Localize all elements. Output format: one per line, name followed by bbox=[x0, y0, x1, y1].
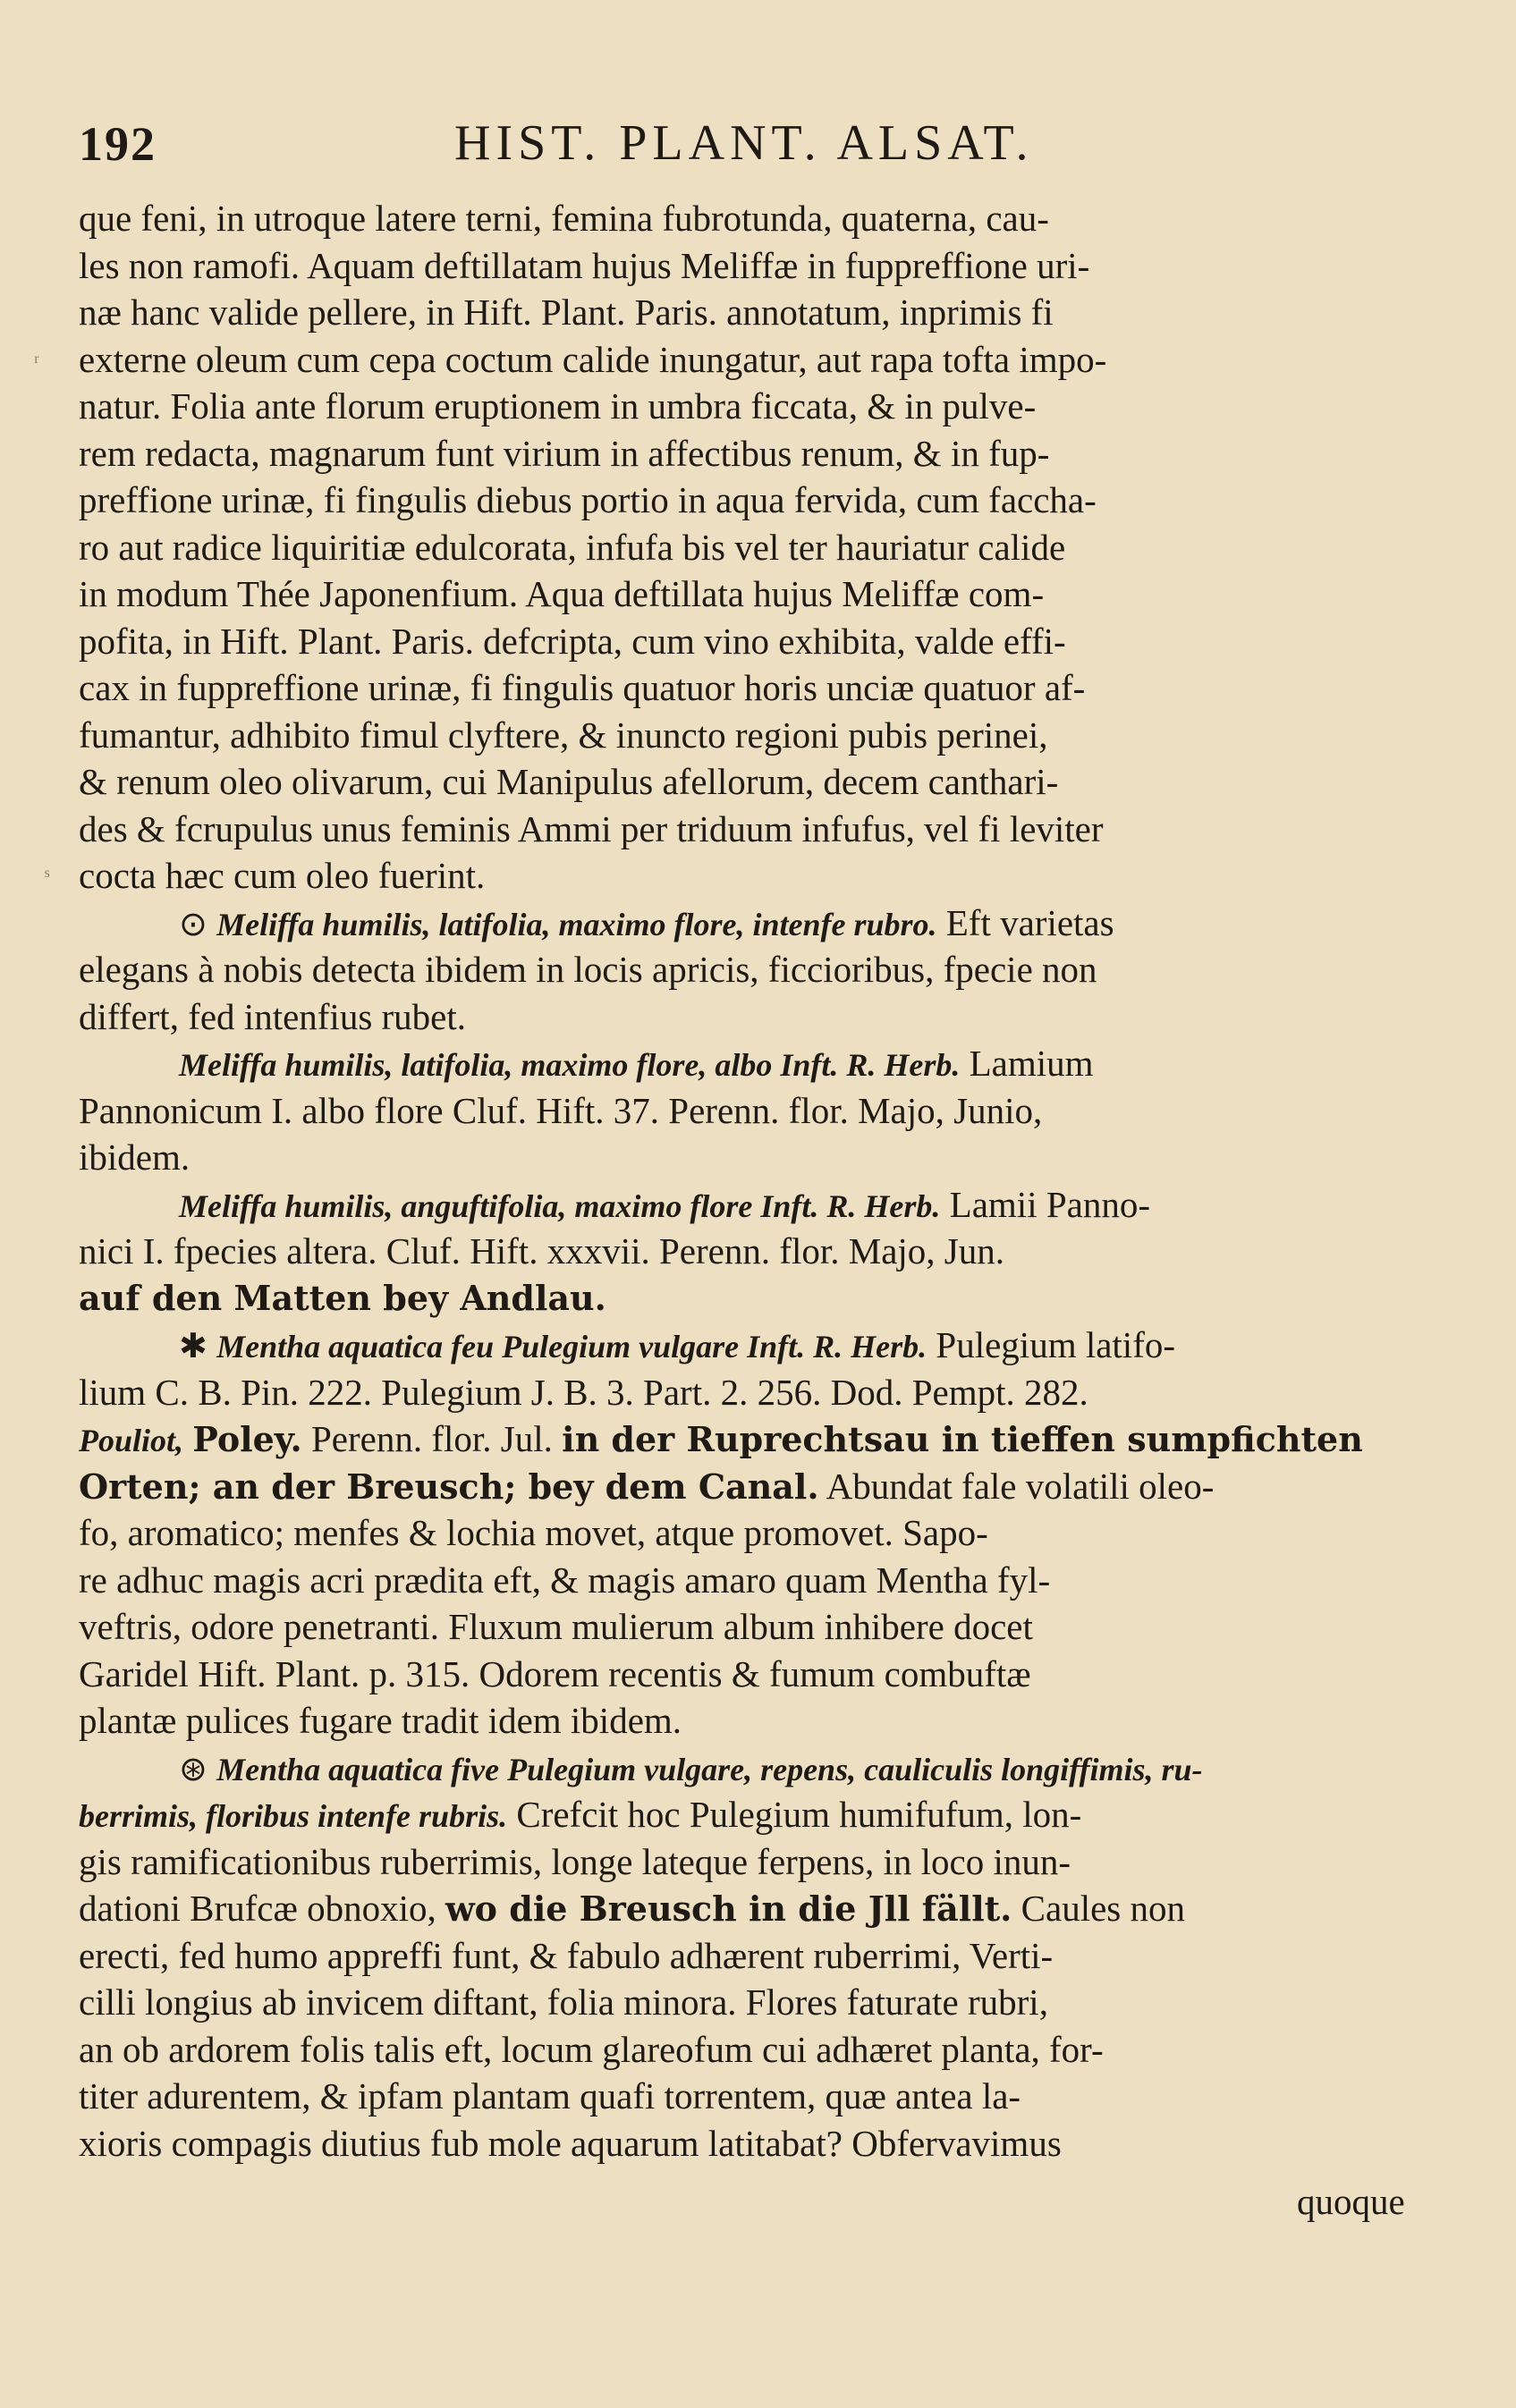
circled-asterisk-icon: ⊛ bbox=[179, 1748, 207, 1788]
text-line: elegans à nobis detecta ibidem in locis apricis, ficcioribus, fpecie non bbox=[79, 949, 1097, 990]
entry-line bbox=[79, 1322, 1438, 1369]
german-locality: wo die Breusch in die Jll fällt. bbox=[445, 1888, 1012, 1929]
running-title: HIST. PLANT. ALSAT. bbox=[454, 115, 1034, 171]
text-line: re adhuc magis acri prædita eft, & magis amaro quam Mentha fyl- bbox=[79, 1559, 1051, 1601]
entry-text: Perenn. flor. Jul. bbox=[311, 1418, 553, 1459]
entry-line bbox=[79, 1040, 1438, 1087]
entry-text: Abundat fale volatili oleo- bbox=[826, 1465, 1215, 1507]
text-line: erecti, fed humo appreffi funt, & fabulo adhærent ruberrimi, Verti- bbox=[79, 1934, 1054, 1976]
text-line: Garidel Hift. Plant. p. 315. Odorem recentis & fumum combuftæ bbox=[79, 1652, 1031, 1694]
text-line: pofita, in Hift. Plant. Paris. defcripta, cum vino exhibita, valde effi- bbox=[79, 620, 1066, 662]
species-name: Meliffa humilis, anguftifolia, maximo flore Inft. R. Herb. bbox=[179, 1187, 941, 1224]
text-line bbox=[79, 1791, 1438, 1838]
text-line: natur. Folia ante florum eruptionem in umbra ficcata, & in pulve- bbox=[79, 385, 1037, 427]
text-line: que feni, in utroque latere terni, femina fubrotunda, quaterna, cau- bbox=[79, 198, 1049, 239]
page-header bbox=[79, 106, 1447, 177]
text-line: & renum oleo olivarum, cui Manipulus afellorum, decem canthari- bbox=[79, 761, 1059, 802]
text-line: ro aut radice liquiritiæ edulcorata, infufa bis vel ter hauriatur calide bbox=[79, 526, 1066, 568]
text-line: ibidem. bbox=[79, 1136, 191, 1178]
text-line: cocta hæc cum oleo fuerint. bbox=[79, 855, 486, 896]
entry-text: Lamii Panno- bbox=[949, 1183, 1150, 1225]
text-line: lium C. B. Pin. 222. Pulegium J. B. 3. Part. 2. 256. Dod. Pempt. 282. bbox=[79, 1371, 1088, 1413]
species-name: Meliffa humilis, latifolia, maximo flore, albo Inft. R. Herb. bbox=[179, 1047, 961, 1083]
french-name: Pouliot, bbox=[79, 1423, 184, 1458]
text-line: fumantur, adhibito fimul clyftere, & inuncto regioni pubis perinei, bbox=[79, 714, 1048, 756]
german-locality: in der Ruprechtsau in tieffen sumpfichten bbox=[562, 1419, 1363, 1459]
text-line: titer adurentem, & ipfam plantam quafi torrentem, quæ antea la- bbox=[79, 2075, 1021, 2117]
text-line: des & fcrupulus unus feminis Ammi per triduum infufus, vel fi leviter bbox=[79, 807, 1104, 849]
text-line: gis ramificationibus ruberrimis, longe lateque ferpens, in loco inun- bbox=[79, 1840, 1071, 1882]
text-line bbox=[79, 1885, 1438, 1932]
text-line bbox=[79, 1463, 1438, 1510]
entry-text: Caules non bbox=[1021, 1888, 1186, 1929]
text-line: rem redacta, magnarum funt virium in affectibus renum, & in fup- bbox=[79, 432, 1050, 474]
text-line: cilli longius ab invicem diftant, folia minora. Flores faturate rubri, bbox=[79, 1981, 1048, 2023]
text-line: in modum Thée Japonenfium. Aqua deftillata hujus Meliffæ com- bbox=[79, 573, 1045, 614]
text-line: næ hanc valide pellere, in Hift. Plant. Paris. annotatum, inprimis fi bbox=[79, 291, 1054, 333]
species-name: Mentha aquatica feu Pulegium vulgare Inft. R. Herb. bbox=[216, 1329, 927, 1365]
text-line: preffione urinæ, fi fingulis diebus portio in aqua fervida, cum faccha- bbox=[79, 479, 1097, 520]
entry-text: Eft varietas bbox=[945, 901, 1114, 943]
species-name: Mentha aquatica five Pulegium vulgare, repens, cauliculis longiffimis, ru- bbox=[216, 1751, 1203, 1787]
entry-line bbox=[79, 900, 1438, 947]
text-line: nici I. fpecies altera. Cluf. Hift. xxxvii. Perenn. flor. Majo, Jun. bbox=[79, 1230, 1005, 1272]
sun-symbol-icon: ⊙ bbox=[179, 903, 207, 943]
text-line: xioris compagis diutius fub mole aquarum latitabat? Obfervavimus bbox=[79, 2122, 1062, 2164]
entry-line bbox=[79, 1181, 1438, 1229]
entry-text: Lamium bbox=[969, 1043, 1094, 1084]
page-body bbox=[79, 195, 1438, 2167]
text-line: les non ramofi. Aquam deftillatam hujus Meliffæ in fuppreffione uri- bbox=[79, 244, 1090, 286]
asterisk-icon: ✱ bbox=[179, 1326, 207, 1365]
text-line: differt, fed intenfius rubet. bbox=[79, 995, 467, 1037]
text-line bbox=[79, 1415, 1438, 1463]
entry-line bbox=[79, 1745, 1438, 1792]
text-line: veftris, odore penetranti. Fluxum mulierum album inhibere docet bbox=[79, 1606, 1033, 1647]
entry-text: Crefcit hoc Pulegium humifufum, lon- bbox=[516, 1794, 1082, 1835]
margin-mark: ʳ bbox=[34, 349, 39, 375]
page-number: 192 bbox=[79, 117, 157, 171]
species-name: Meliffa humilis, latifolia, maximo flore, intenfe rubro. bbox=[216, 906, 937, 942]
text-line: externe oleum cum cepa coctum calide inungatur, aut rapa tofta impo- bbox=[79, 338, 1107, 380]
catchword: quoque bbox=[1297, 2181, 1405, 2222]
german-locality: auf den Matten bey Andlau. bbox=[79, 1277, 606, 1318]
entry-text: Pulegium latifo- bbox=[936, 1324, 1176, 1365]
german-name: Poley. bbox=[192, 1419, 302, 1459]
text-line: Pannonicum I. albo flore Cluf. Hift. 37. Perenn. flor. Majo, Junio, bbox=[79, 1089, 1043, 1131]
german-locality: Orten; an der Breusch; bey dem Canal. bbox=[79, 1466, 819, 1507]
text-line: an ob ardorem folis talis eft, locum glareofum cui adhæret planta, for- bbox=[79, 2028, 1104, 2070]
text-line: plantæ pulices fugare tradit idem ibidem. bbox=[79, 1700, 682, 1741]
margin-mark: ˢ bbox=[45, 863, 50, 889]
text-line: fo, aromatico; menfes & lochia movet, atque promovet. Sapo- bbox=[79, 1512, 988, 1553]
text-line: cax in fuppreffione urinæ, fi fingulis quatuor horis unciæ quatuor af- bbox=[79, 667, 1086, 708]
species-name: berrimis, floribus intenfe rubris. bbox=[79, 1798, 508, 1834]
entry-text: dationi Brufcæ obnoxio, bbox=[79, 1888, 436, 1929]
